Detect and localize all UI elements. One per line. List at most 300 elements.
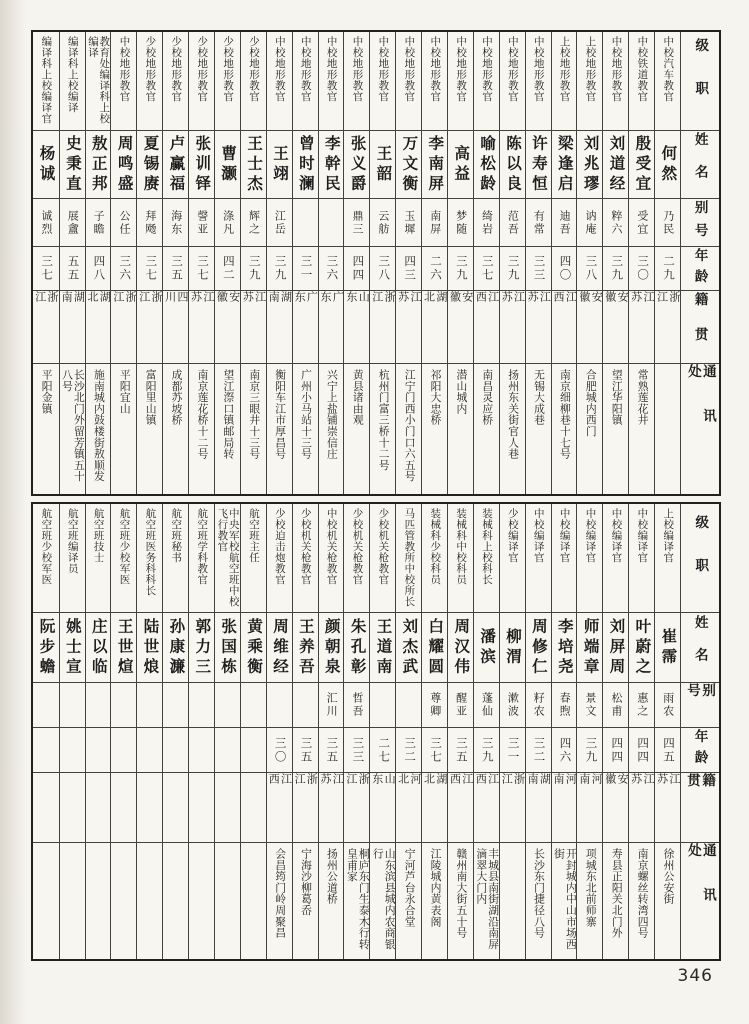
name-cell: 郭力三 [189, 612, 214, 682]
roster-table-top [31, 30, 721, 496]
header-rank-cell: 级职 [693, 514, 709, 602]
roster-column-23 [59, 32, 85, 494]
header-age-cell: 年龄 [681, 246, 719, 290]
alias-cell [267, 682, 292, 727]
rank-cell: 航空班医务科科长 [144, 508, 157, 596]
rank-cell: 中校地形教官 [506, 36, 519, 102]
rank-cell: 装械科少校科员 [429, 508, 442, 585]
rank-cell: 少校地形教官 [247, 36, 260, 102]
address-cell: 成都苏坡桥 [163, 363, 188, 494]
name-cell: 梁逢启 [552, 130, 577, 198]
age-cell: 三九 [474, 727, 499, 772]
origin-cell [33, 772, 59, 842]
alias-cell: 南屏 [422, 198, 447, 246]
origin-cell: 山东 [344, 290, 369, 363]
alias-cell: 惠之 [629, 682, 654, 727]
roster-column-15 [266, 32, 292, 494]
alias-cell: 粹六 [603, 198, 628, 246]
name-cell: 庄以临 [86, 612, 111, 682]
address-cell: 南京螺丝转湾四号 [629, 842, 654, 959]
roster-column-13 [318, 504, 344, 959]
roster-column-23 [59, 504, 85, 959]
origin-cell: 河南 [577, 772, 602, 842]
age-cell: 三六 [111, 246, 136, 290]
origin-cell: 江西 [552, 290, 577, 363]
address-cell: 开封城内中山市场西街 [552, 842, 577, 959]
rank-cell: 航空班秘书 [170, 508, 183, 563]
origin-cell: 湖北 [422, 772, 447, 842]
rank-cell: 少校地形教官 [222, 36, 235, 102]
name-cell: 潘滨 [474, 612, 499, 682]
roster-column-3 [576, 32, 602, 494]
name-cell: 夏锡赓 [137, 130, 162, 198]
address-cell: 平阳宜山 [111, 363, 136, 494]
origin-cell: 江苏 [396, 290, 421, 363]
age-cell: 三九 [603, 246, 628, 290]
name-cell: 刘屏周 [603, 612, 628, 682]
name-cell: 喻松龄 [474, 130, 499, 198]
roster-column-17 [214, 32, 240, 494]
rank-cell: 编译科上校编译 [66, 36, 79, 113]
name-cell: 高益 [448, 130, 473, 198]
alias-cell: 漱波 [500, 682, 525, 727]
roster-column-19 [162, 32, 188, 494]
origin-cell: 湖南 [267, 290, 292, 363]
origin-cell: 江苏 [189, 290, 214, 363]
rank-cell: 上校编译官 [662, 508, 675, 563]
address-cell [241, 842, 266, 959]
rank-cell: 少校迫击炮教官 [273, 508, 286, 585]
name-cell: 颜朝泉 [319, 612, 344, 682]
address-cell: 南京三眼井十三号 [241, 363, 266, 494]
address-cell: 宁河芦台永合堂 [396, 842, 421, 959]
rank-cell: 中校地形教官 [118, 36, 131, 102]
roster-column-11 [369, 504, 395, 959]
rank-cell: 中校地形教官 [351, 36, 364, 102]
age-cell [215, 727, 240, 772]
alias-cell: 松甫 [603, 682, 628, 727]
alias-cell: 云舫 [370, 198, 395, 246]
rank-cell: 中校机关枪教官 [325, 508, 338, 585]
age-cell: 三三 [344, 727, 369, 772]
age-cell [60, 727, 85, 772]
address-cell: 富阳里山镇 [137, 363, 162, 494]
rank-cell: 中校地形教官 [273, 36, 286, 102]
address-cell [111, 842, 136, 959]
origin-cell: 湖南 [60, 290, 85, 363]
alias-cell: 涤凡 [215, 198, 240, 246]
origin-cell: 浙江 [137, 290, 162, 363]
age-cell: 三六 [319, 246, 344, 290]
rank-cell: 少校地形教官 [144, 36, 157, 102]
header-column [680, 32, 719, 494]
rank-cell: 上校地形教官 [584, 36, 597, 102]
origin-cell: 河北 [396, 772, 421, 842]
origin-cell: 浙江 [111, 290, 136, 363]
alias-cell: 范吾 [500, 198, 525, 246]
alias-cell [111, 682, 136, 727]
alias-cell: 受宜 [629, 198, 654, 246]
age-cell: 三七 [422, 727, 447, 772]
age-cell: 三九 [448, 246, 473, 290]
name-cell: 张义爵 [344, 130, 369, 198]
alias-cell: 鼎三 [344, 198, 369, 246]
rank-cell: 航空班技士 [92, 508, 105, 563]
age-cell: 五五 [60, 246, 85, 290]
header-rank-cell: 级职 [693, 37, 709, 125]
rank-cell: 航空班主任 [247, 508, 260, 563]
age-cell: 四八 [86, 246, 111, 290]
rank-cell: 少校编译官 [506, 508, 519, 563]
roster-column-16 [240, 504, 266, 959]
rank-cell: 航空班少校军医 [40, 508, 53, 585]
roster-column-14 [292, 504, 318, 959]
origin-cell [111, 772, 136, 842]
alias-cell: 有常 [526, 198, 551, 246]
name-cell: 陈以良 [500, 130, 525, 198]
age-cell: 三五 [163, 246, 188, 290]
header-name-cell: 姓名 [681, 130, 719, 198]
header-address-cell: 通讯处 [681, 842, 719, 959]
alias-cell: 雨农 [655, 682, 680, 727]
age-cell: 四三 [396, 246, 421, 290]
name-cell: 周汉伟 [448, 612, 473, 682]
origin-cell: 浙江 [33, 290, 59, 363]
roster-column-7 [473, 32, 499, 494]
address-cell [215, 842, 240, 959]
age-cell: 四四 [344, 246, 369, 290]
rank-cell: 中校地形教官 [377, 36, 390, 102]
rank-cell: 中校编译官 [558, 508, 571, 563]
roster-column-2 [602, 32, 628, 494]
address-cell: 兴宁上盐铺崇信庄 [319, 363, 344, 494]
roster-column-6 [499, 504, 525, 959]
rank-cell: 上校地形教官 [558, 36, 571, 102]
address-cell [655, 363, 680, 494]
origin-cell: 安徽 [603, 772, 628, 842]
roster-column-12 [343, 32, 369, 494]
age-cell: 三九 [267, 246, 292, 290]
rank-cell: 中校编译官 [636, 508, 649, 563]
name-cell: 崔霈 [655, 612, 680, 682]
rank-cell: 少校机关枪教官 [351, 508, 364, 585]
roster-column-17 [214, 504, 240, 959]
origin-cell: 湖南 [526, 772, 551, 842]
alias-cell: 乃民 [655, 198, 680, 246]
origin-cell: 江苏 [629, 290, 654, 363]
origin-cell: 广东 [293, 290, 318, 363]
alias-cell [215, 682, 240, 727]
alias-cell [33, 682, 59, 727]
origin-cell: 安徽 [603, 290, 628, 363]
alias-cell: 辉之 [241, 198, 266, 246]
scan-edge-shadow [0, 0, 26, 1024]
rank-cell: 中校地形教官 [480, 36, 493, 102]
origin-cell [86, 772, 111, 842]
header-alias-cell: 别号 [681, 682, 719, 727]
name-cell: 孙康濂 [163, 612, 188, 682]
roster-column-21 [110, 504, 136, 959]
name-cell: 敖正邦 [86, 130, 111, 198]
rank-cell: 中校编译官 [532, 508, 545, 563]
address-cell: 寿县正阳关北门外 [603, 842, 628, 959]
alias-cell: 蓬仙 [474, 682, 499, 727]
roster-column-6 [499, 32, 525, 494]
name-cell: 万文衡 [396, 130, 421, 198]
alias-cell [293, 682, 318, 727]
age-cell: 三五 [293, 727, 318, 772]
rank-cell: 航空班少校军医 [118, 508, 131, 585]
name-cell: 史秉直 [60, 130, 85, 198]
name-cell: 杨诚 [33, 130, 59, 198]
alias-cell [241, 682, 266, 727]
name-cell: 黄乘衡 [241, 612, 266, 682]
alias-cell: 哲吾 [344, 682, 369, 727]
roster-column-24 [33, 504, 59, 959]
roster-column-16 [240, 32, 266, 494]
alias-cell: 江岳 [267, 198, 292, 246]
address-cell: 扬州公道桥 [319, 842, 344, 959]
roster-column-2 [602, 504, 628, 959]
age-cell: 三一 [500, 727, 525, 772]
age-cell: 二七 [370, 727, 395, 772]
alias-cell: 玉墀 [396, 198, 421, 246]
origin-cell: 江苏 [526, 290, 551, 363]
address-cell: 平阳金镇 [33, 363, 59, 494]
origin-cell: 江西 [474, 290, 499, 363]
address-cell: 潜山城内 [448, 363, 473, 494]
age-cell: 三一 [293, 246, 318, 290]
origin-cell: 江苏 [241, 290, 266, 363]
origin-cell: 浙江 [344, 772, 369, 842]
origin-cell: 安徽 [448, 290, 473, 363]
address-cell: 江陵城内黄表阁 [422, 842, 447, 959]
address-cell [86, 842, 111, 959]
name-cell: 阮步蟾 [33, 612, 59, 682]
name-cell: 曾时澜 [293, 130, 318, 198]
address-cell: 项城东北前师寨 [577, 842, 602, 959]
alias-cell: 謦亚 [189, 198, 214, 246]
age-cell [241, 727, 266, 772]
age-cell: 三七 [189, 246, 214, 290]
rank-cell: 装械科中校科员 [455, 508, 468, 585]
name-cell: 张国栋 [215, 612, 240, 682]
origin-cell: 江西 [474, 772, 499, 842]
address-cell: 丰城县南街湖沿南屏滴翠大门内 [474, 842, 499, 959]
alias-cell: 醒亚 [448, 682, 473, 727]
name-cell: 王士杰 [241, 130, 266, 198]
rank-cell: 中校地形教官 [429, 36, 442, 102]
rank-cell: 中央军校航空班中校飞行教官 [216, 508, 240, 607]
age-cell: 三九 [241, 246, 266, 290]
roster-column-10 [395, 504, 421, 959]
roster-table-bottom [31, 502, 721, 961]
name-cell: 周维经 [267, 612, 292, 682]
roster-column-10 [395, 32, 421, 494]
header-column [680, 504, 719, 959]
age-cell: 四四 [603, 727, 628, 772]
rank-cell: 中校编译官 [610, 508, 623, 563]
name-cell: 朱孔彰 [344, 612, 369, 682]
age-cell: 三七 [474, 246, 499, 290]
address-cell: 广州小马站十三号 [293, 363, 318, 494]
age-cell: 三〇 [629, 246, 654, 290]
age-cell: 三八 [577, 246, 602, 290]
origin-cell [189, 772, 214, 842]
origin-cell: 江西 [448, 772, 473, 842]
roster-column-14 [292, 32, 318, 494]
rank-cell: 中校地形教官 [455, 36, 468, 102]
roster-column-24 [33, 32, 59, 494]
name-cell: 王世煊 [111, 612, 136, 682]
address-cell: 徐州公安街 [655, 842, 680, 959]
roster-column-22 [85, 32, 111, 494]
name-cell: 李幹民 [319, 130, 344, 198]
address-cell [500, 842, 525, 959]
alias-cell: 尊卿 [422, 682, 447, 727]
alias-cell [86, 682, 111, 727]
age-cell: 三九 [500, 246, 525, 290]
alias-cell [137, 682, 162, 727]
age-cell: 四五 [655, 727, 680, 772]
origin-cell: 浙江 [655, 290, 680, 363]
name-cell: 李南屏 [422, 130, 447, 198]
name-cell: 白耀圆 [422, 612, 447, 682]
header-address-cell: 通讯处 [681, 363, 719, 494]
rank-cell: 少校地形教官 [196, 36, 209, 102]
origin-cell: 江苏 [500, 290, 525, 363]
address-cell: 南昌灵应桥 [474, 363, 499, 494]
roster-column-19 [162, 504, 188, 959]
rank-cell: 装械科上校科长 [480, 508, 493, 585]
roster-column-0 [654, 32, 680, 494]
address-cell: 杭州门富三桥十二号 [370, 363, 395, 494]
roster-column-18 [188, 32, 214, 494]
age-cell: 四六 [552, 727, 577, 772]
origin-cell: 浙江 [293, 772, 318, 842]
origin-cell: 浙江 [370, 290, 395, 363]
alias-cell: 拜飏 [137, 198, 162, 246]
roster-column-4 [551, 32, 577, 494]
name-cell: 王韶 [370, 130, 395, 198]
rank-cell: 少校机关枪教官 [299, 508, 312, 585]
address-cell: 衡阳车江市厚昌号 [267, 363, 292, 494]
name-cell: 何然 [655, 130, 680, 198]
rank-cell: 中校铁道教官 [636, 36, 649, 102]
rank-cell: 编译科上校编译官 [40, 36, 53, 124]
age-cell: 二六 [422, 246, 447, 290]
origin-cell: 湖北 [86, 290, 111, 363]
alias-cell: 迪吾 [552, 198, 577, 246]
address-cell: 长沙北门外留芳镇五十八号 [60, 363, 85, 494]
roster-column-20 [136, 504, 162, 959]
age-cell: 三七 [137, 246, 162, 290]
address-cell [189, 842, 214, 959]
origin-cell [60, 772, 85, 842]
alias-cell [319, 198, 344, 246]
roster-column-18 [188, 504, 214, 959]
roster-column-1 [628, 32, 654, 494]
name-cell: 刘兆璆 [577, 130, 602, 198]
header-origin-cell: 籍贯 [681, 772, 719, 842]
name-cell: 曹灏 [215, 130, 240, 198]
origin-cell: 江苏 [319, 772, 344, 842]
roster-column-9 [421, 504, 447, 959]
address-cell: 南京细柳巷十七号 [552, 363, 577, 494]
age-cell: 三八 [370, 246, 395, 290]
name-cell: 姚士宣 [60, 612, 85, 682]
alias-cell [370, 682, 395, 727]
address-cell [60, 842, 85, 959]
address-cell: 山东滨县城内农商银行 [370, 842, 395, 959]
rank-cell: 教育处编译科上校编译 [86, 36, 111, 124]
age-cell: 四〇 [552, 246, 577, 290]
name-cell: 张训铎 [189, 130, 214, 198]
address-cell: 长沙东门捷径八号 [526, 842, 551, 959]
alias-cell: 展盦 [60, 198, 85, 246]
address-cell: 南京莲花桥十二号 [189, 363, 214, 494]
name-cell: 卢赢福 [163, 130, 188, 198]
origin-cell: 安徽 [215, 290, 240, 363]
rank-cell: 中校地形教官 [403, 36, 416, 102]
name-cell: 陆世烺 [137, 612, 162, 682]
alias-cell [396, 682, 421, 727]
address-cell: 合肥城内西门 [577, 363, 602, 494]
name-cell: 柳渭 [500, 612, 525, 682]
origin-cell: 安徽 [577, 290, 602, 363]
rank-cell: 少校地形教官 [170, 36, 183, 102]
age-cell: 三三 [526, 246, 551, 290]
alias-cell: 籽农 [526, 682, 551, 727]
rank-cell: 马匹管教所中校所长 [403, 508, 416, 607]
age-cell [189, 727, 214, 772]
address-cell [137, 842, 162, 959]
age-cell: 三二 [526, 727, 551, 772]
name-cell: 刘杰武 [396, 612, 421, 682]
roster-column-8 [447, 504, 473, 959]
address-cell [33, 842, 59, 959]
origin-cell: 江西 [267, 772, 292, 842]
rank-cell: 中校地形教官 [299, 36, 312, 102]
roster-column-4 [551, 504, 577, 959]
age-cell: 四四 [629, 727, 654, 772]
origin-cell: 河南 [552, 772, 577, 842]
address-cell: 桐庐东门生泰木行转皇甫家 [344, 842, 369, 959]
alias-cell: 绮岩 [474, 198, 499, 246]
address-cell: 扬州东关街官人巷 [500, 363, 525, 494]
alias-cell: 公任 [111, 198, 136, 246]
age-cell: 三九 [577, 727, 602, 772]
header-name-cell: 姓名 [681, 612, 719, 682]
alias-cell [163, 682, 188, 727]
header-alias-cell: 别号 [681, 198, 719, 246]
roster-column-22 [85, 504, 111, 959]
name-cell: 王养吾 [293, 612, 318, 682]
address-cell: 无锡大成巷 [526, 363, 551, 494]
rank-cell: 航空班编译员 [66, 508, 79, 574]
name-cell: 叶蔚之 [629, 612, 654, 682]
roster-column-9 [421, 32, 447, 494]
age-cell [137, 727, 162, 772]
origin-cell: 浙江 [500, 772, 525, 842]
rank-cell: 少校机关枪教官 [377, 508, 390, 585]
roster-column-0 [654, 504, 680, 959]
name-cell: 王道南 [370, 612, 395, 682]
header-origin-cell: 籍贯 [681, 290, 719, 363]
address-cell: 江宁门西小门口六五号 [396, 363, 421, 494]
age-cell [163, 727, 188, 772]
name-cell: 师端章 [577, 612, 602, 682]
